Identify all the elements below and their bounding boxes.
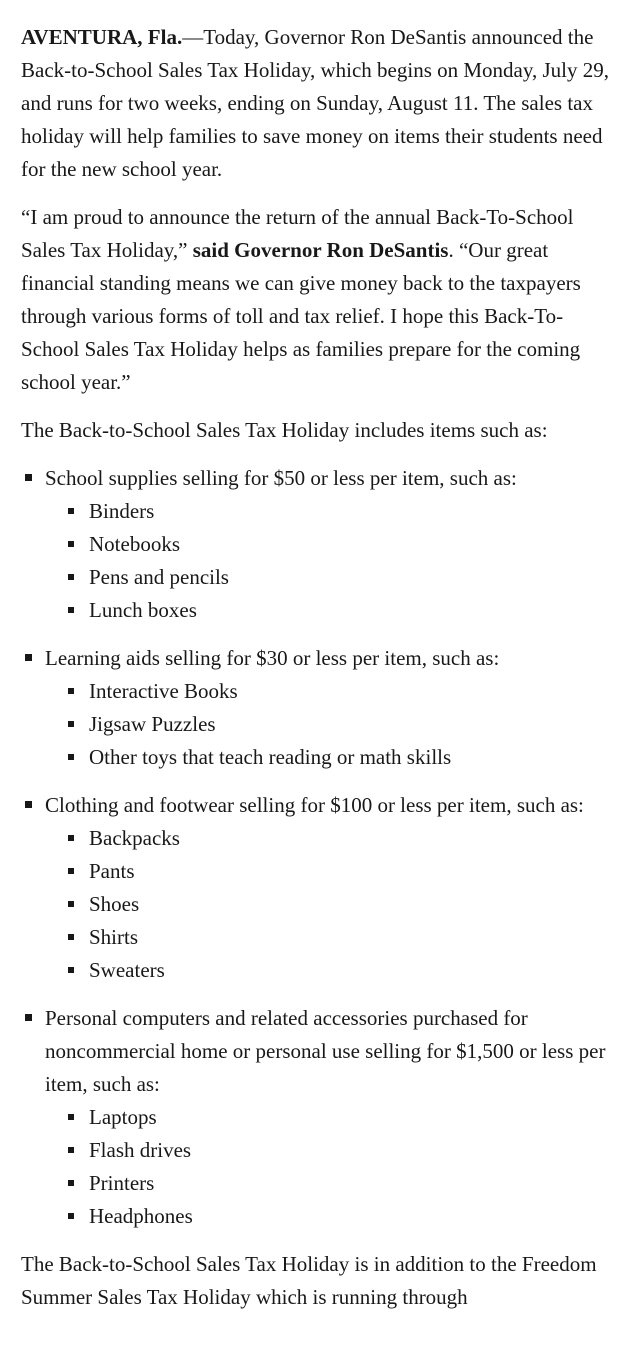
sub-list-item-label: Laptops — [89, 1105, 157, 1129]
sub-bullet-list — [45, 1101, 619, 1233]
square-bullet-icon — [68, 901, 74, 907]
square-bullet-icon — [68, 721, 74, 727]
paragraph — [21, 201, 619, 399]
sub-list-item-label: Shoes — [89, 892, 140, 916]
list-item — [21, 642, 619, 774]
sub-list-item — [45, 708, 619, 741]
sub-list-item-label: Pens and pencils — [89, 565, 229, 589]
text-run: —Today, Governor Ron DeSantis announced the Back-to-School Sales Tax Holiday, which begins on Monday, July 29, and runs for two weeks, ending on Sunday, August 11. The sales tax holiday will help families to save money on items their students need for the new school year. — [21, 25, 610, 181]
sub-list-item — [45, 561, 619, 594]
square-bullet-icon — [68, 574, 74, 580]
square-bullet-icon — [68, 1147, 74, 1153]
sub-list-item — [45, 954, 619, 987]
sub-list-item-label: Printers — [89, 1171, 155, 1195]
paragraph — [21, 21, 619, 186]
square-bullet-icon — [68, 868, 74, 874]
sub-list-item — [45, 1134, 619, 1167]
list-item — [21, 789, 619, 987]
square-bullet-icon — [25, 474, 32, 481]
square-bullet-icon — [68, 541, 74, 547]
square-bullet-icon — [68, 1114, 74, 1120]
sub-list-item-label: Interactive Books — [89, 679, 238, 703]
sub-list-item-label: Pants — [89, 859, 135, 883]
sub-list-item — [45, 855, 619, 888]
square-bullet-icon — [68, 934, 74, 940]
sub-bullet-list — [45, 822, 619, 987]
square-bullet-icon — [25, 654, 32, 661]
list-item — [21, 462, 619, 627]
sub-list-item-label: Shirts — [89, 925, 139, 949]
sub-list-item-label: Jigsaw Puzzles — [89, 712, 216, 736]
sub-bullet-list — [45, 495, 619, 627]
sub-list-item — [45, 495, 619, 528]
sub-list-item — [45, 822, 619, 855]
square-bullet-icon — [25, 1014, 32, 1021]
sub-list-item-label: Lunch boxes — [89, 598, 197, 622]
sub-list-item-label: Sweaters — [89, 958, 165, 982]
sub-list-item — [45, 528, 619, 561]
sub-list-item — [45, 675, 619, 708]
sub-list-item — [45, 921, 619, 954]
sub-list-item — [45, 1101, 619, 1134]
sub-list-item-label: Backpacks — [89, 826, 180, 850]
text-run: The Back-to-School Sales Tax Holiday includes items such as: — [21, 418, 548, 442]
sub-list-item — [45, 888, 619, 921]
list-item-label: School supplies selling for $50 or less per item, such as: — [45, 466, 517, 490]
text-run: “I am proud to announce the return of the annual Back-To-School Sales Tax Holiday,” — [21, 205, 574, 262]
bold-text-run: AVENTURA, Fla. — [21, 25, 183, 49]
square-bullet-icon — [68, 835, 74, 841]
sub-list-item — [45, 1167, 619, 1200]
list-item-label: Personal computers and related accessories purchased for noncommercial home or personal use selling for $1,500 or less per item, such as: — [45, 1006, 606, 1096]
square-bullet-icon — [68, 688, 74, 694]
square-bullet-icon — [25, 801, 32, 808]
bullet-list — [21, 462, 619, 1233]
sub-list-item-label: Flash drives — [89, 1138, 192, 1162]
square-bullet-icon — [68, 508, 74, 514]
sub-list-item — [45, 1200, 619, 1233]
list-item-label: Learning aids selling for $30 or less per item, such as: — [45, 646, 500, 670]
sub-list-item — [45, 741, 619, 774]
square-bullet-icon — [68, 967, 74, 973]
paragraph — [21, 1248, 619, 1314]
square-bullet-icon — [68, 1213, 74, 1219]
paragraph — [21, 414, 619, 447]
text-run: . “Our great financial standing means we can give money back to the taxpayers through various forms of toll and tax relief. I hope this Back-To-School Sales Tax Holiday helps as families prepare for the coming school year.” — [21, 238, 581, 394]
list-item — [21, 1002, 619, 1233]
bold-text-run: said Governor Ron DeSantis — [192, 238, 449, 262]
sub-list-item-label: Headphones — [89, 1204, 193, 1228]
square-bullet-icon — [68, 754, 74, 760]
list-item-label: Clothing and footwear selling for $100 or less per item, such as: — [45, 793, 584, 817]
sub-list-item-label: Binders — [89, 499, 155, 523]
text-run: The Back-to-School Sales Tax Holiday is in addition to the Freedom Summer Sales Tax Holiday which is running through — [21, 1252, 597, 1309]
sub-list-item-label: Other toys that teach reading or math skills — [89, 745, 452, 769]
sub-list-item — [45, 594, 619, 627]
square-bullet-icon — [68, 1180, 74, 1186]
sub-list-item-label: Notebooks — [89, 532, 180, 556]
sub-bullet-list — [45, 675, 619, 774]
square-bullet-icon — [68, 607, 74, 613]
